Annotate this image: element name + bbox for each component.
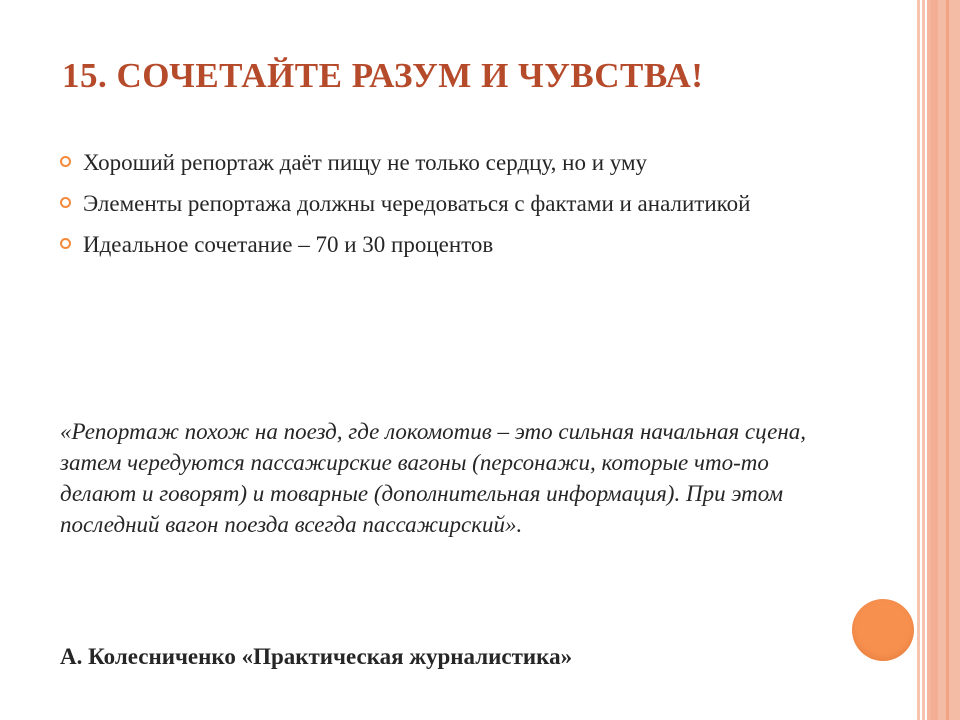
border-stripe xyxy=(922,0,925,720)
decorative-circle xyxy=(852,599,914,661)
ring-bullet-icon xyxy=(60,238,71,249)
bullet-item xyxy=(58,147,818,178)
bullet-text: Хороший репортаж даёт пищу не только сердцу, но и уму xyxy=(83,150,648,175)
bullet-item xyxy=(58,188,818,219)
bullet-item xyxy=(58,229,818,260)
ring-bullet-icon xyxy=(60,197,71,208)
quote-text: «Репортаж похож на поезд, где локомотив – это сильная начальная сцена, затем чередуются пассажирские вагоны (персонажи, которые что-то делают и говорят) и товарные (дополнительная информация). При этом последний вагон поезда всегда пассажирский». xyxy=(60,419,807,537)
bullet-list xyxy=(58,147,818,270)
border-stripe xyxy=(917,0,920,720)
ring-bullet-icon xyxy=(60,156,71,167)
slide-title: 15. СОЧЕТАЙТЕ РАЗУМ И ЧУВСТВА! xyxy=(62,56,704,95)
border-stripe xyxy=(938,0,960,720)
border-stripe xyxy=(931,0,938,720)
bullet-text: Элементы репортажа должны чередоваться с фактами и аналитикой xyxy=(83,191,751,216)
border-stripe xyxy=(946,0,949,720)
bullet-text: Идеальное сочетание – 70 и 30 процентов xyxy=(83,232,494,257)
quote-attribution: А. Колесниченко «Практическая журналистика» xyxy=(60,644,573,669)
